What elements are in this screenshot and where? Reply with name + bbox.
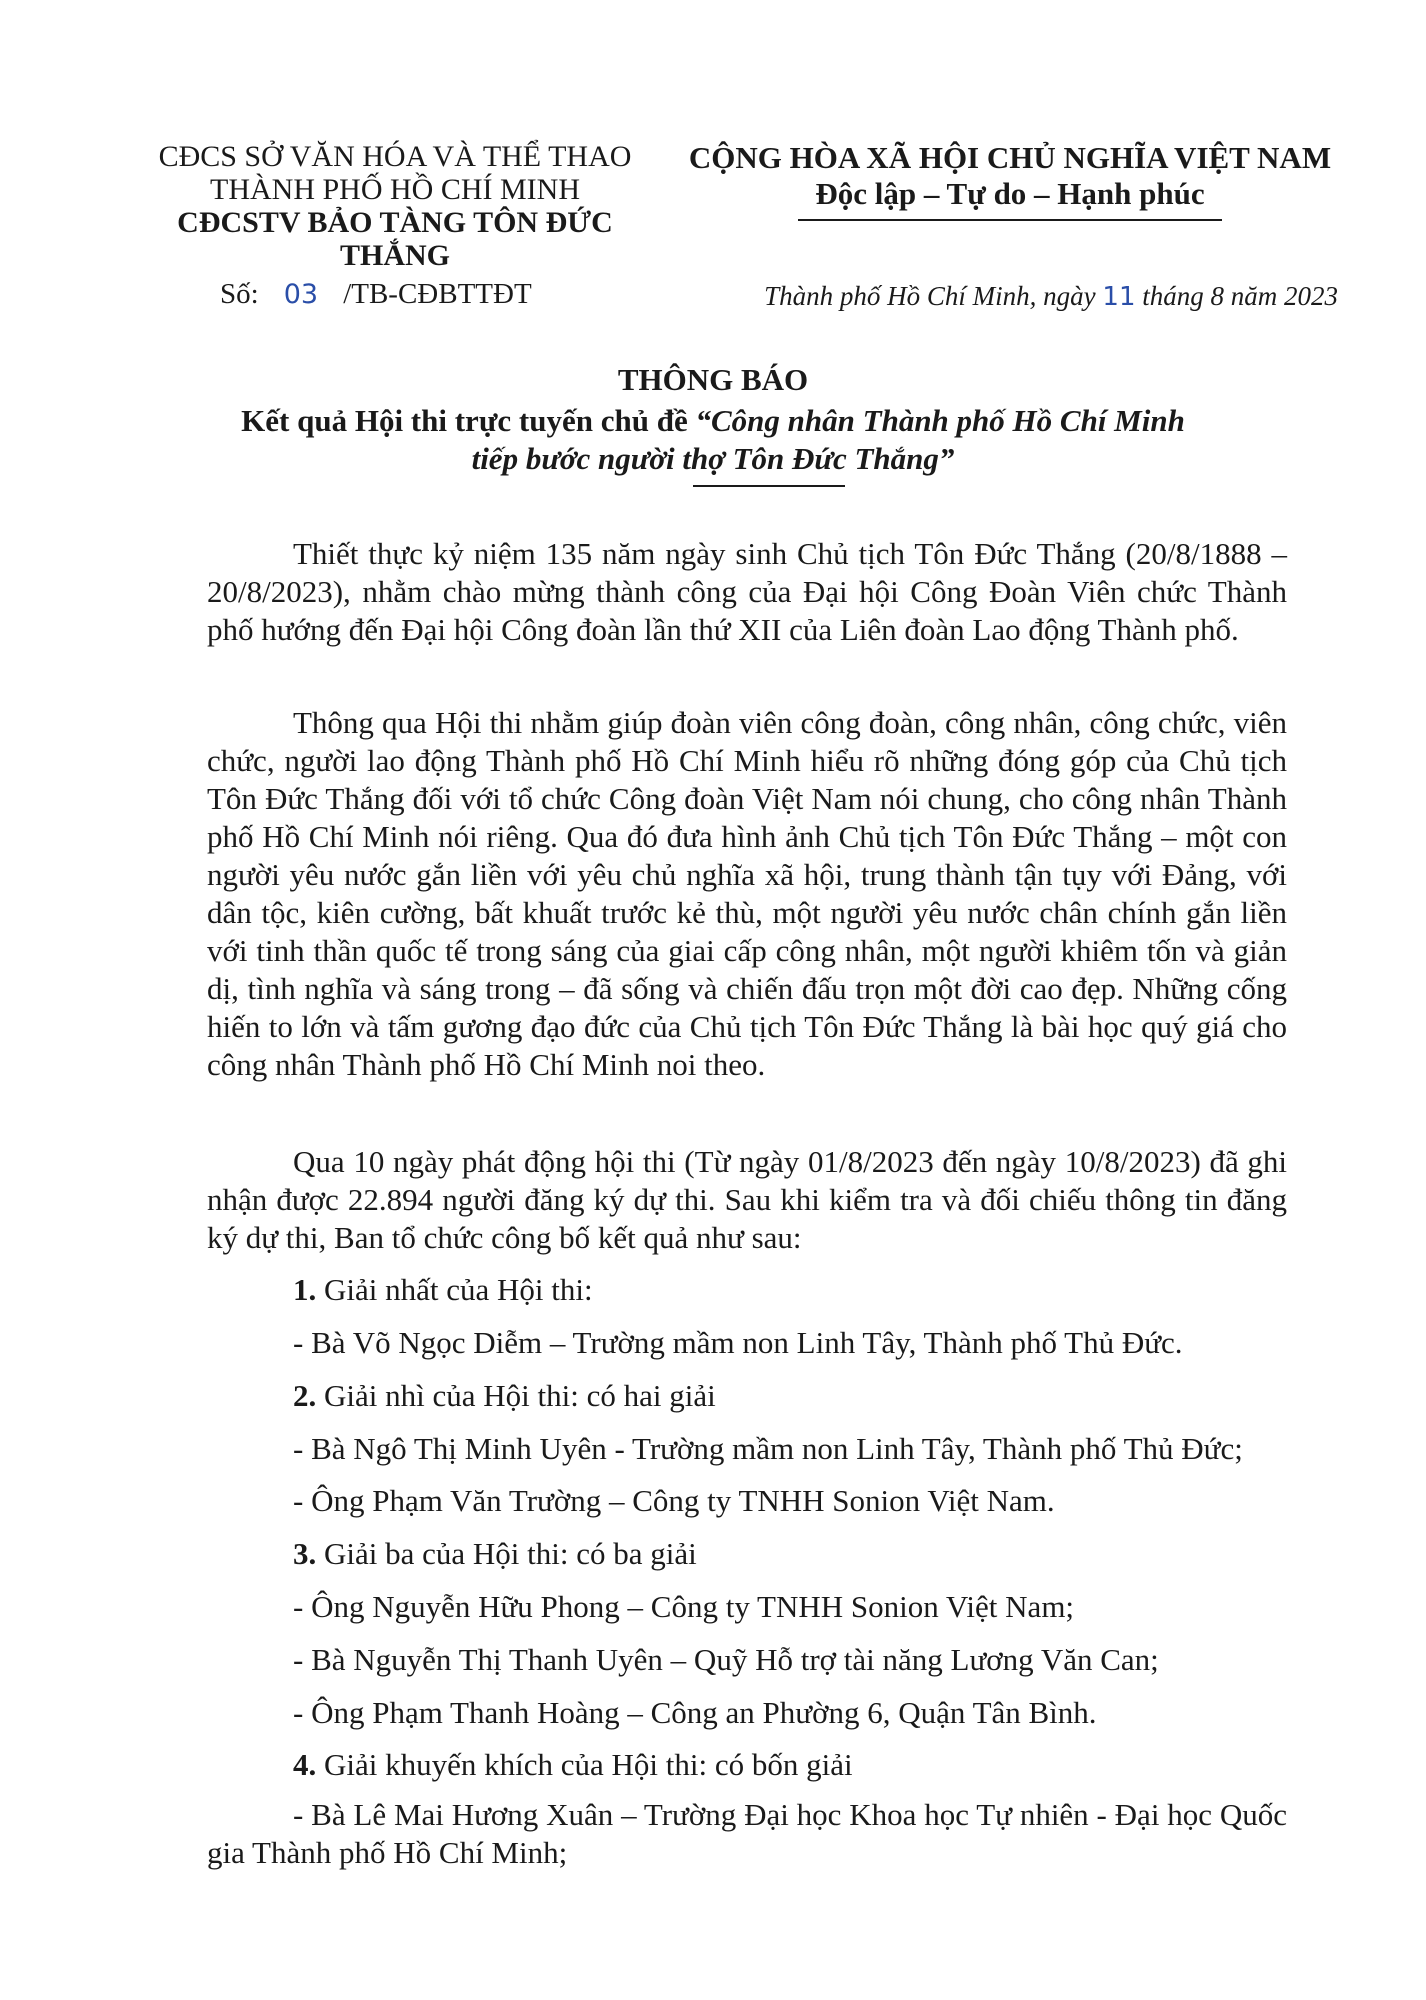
document-number bbox=[220, 278, 532, 311]
date-suffix: tháng 8 năm 2023 bbox=[1142, 281, 1338, 311]
paragraph-text: Qua 10 ngày phát động hội thi (Từ ngày 01/8/2023 đến ngày 10/8/2023) đã ghi nhận được 22.894 người đăng ký dự thi. Sau khi kiểm tra và đối chiếu thông tin đăng ký dự thi, Ban tổ chức công bố kết quả như sau: bbox=[207, 1144, 1287, 1255]
prize-3-heading bbox=[293, 1535, 697, 1573]
prize-1-winner: - Bà Võ Ngọc Diễm – Trường mầm non Linh Tây, Thành phố Thủ Đức. bbox=[293, 1325, 1183, 1360]
prize-3-winner-b: - Bà Nguyễn Thị Thanh Uyên – Quỹ Hỗ trợ tài năng Lương Văn Can; bbox=[293, 1642, 1159, 1677]
country-name: CỘNG HÒA XÃ HỘI CHỦ NGHĨA VIỆT NAM bbox=[688, 140, 1332, 175]
prize-label: Giải khuyến khích của Hội thi: có bốn giải bbox=[316, 1747, 853, 1782]
subtitle-underline bbox=[693, 485, 845, 487]
prize-1-heading bbox=[293, 1271, 593, 1309]
subtitle-plain: Kết quả Hội thi trực tuyến chủ đề bbox=[241, 403, 696, 438]
prize-3-winner-a: - Ông Nguyễn Hữu Phong – Công ty TNHH Sonion Việt Nam; bbox=[293, 1589, 1075, 1624]
prize-number: 2. bbox=[293, 1378, 317, 1413]
date-prefix: Thành phố Hồ Chí Minh, ngày bbox=[764, 281, 1096, 311]
national-motto: Độc lập – Tự do – Hạnh phúc bbox=[815, 176, 1205, 211]
issuer-line-1: CĐCS SỞ VĂN HÓA VÀ THỂ THAO bbox=[158, 140, 632, 173]
doc-number-prefix: Số: bbox=[220, 278, 259, 310]
paragraph-1 bbox=[207, 535, 1287, 649]
paragraph-text: Thiết thực kỷ niệm 135 năm ngày sinh Chủ tịch Tôn Đức Thắng (20/8/1888 – 20/8/2023), nhằm chào mừng thành công của Đại hội Công Đoàn Viên chức Thành phố hướng đến Đại hội Công đoàn lần thứ XII của Liên đoàn Lao động Thành phố. bbox=[207, 536, 1287, 647]
document-date bbox=[764, 281, 1338, 312]
document-title: THÔNG BÁO bbox=[617, 362, 809, 397]
subtitle-italic-1: “Công nhân Thành phố Hồ Chí Minh bbox=[695, 403, 1185, 438]
prize-2-heading bbox=[293, 1377, 716, 1415]
doc-number-handwritten: 03 bbox=[283, 279, 319, 310]
prize-3-winner-c: - Ông Phạm Thanh Hoàng – Công an Phường 6, Quận Tân Bình. bbox=[293, 1695, 1097, 1730]
issuer-line-2: THÀNH PHỐ HỒ CHÍ MINH bbox=[210, 173, 580, 206]
national-heading bbox=[680, 140, 1340, 212]
prize-number: 4. bbox=[293, 1747, 317, 1782]
prize-number: 3. bbox=[293, 1536, 317, 1571]
prize-number: 1. bbox=[293, 1272, 317, 1307]
issuer-block bbox=[130, 140, 660, 272]
paragraph-text: Thông qua Hội thi nhằm giúp đoàn viên công đoàn, công nhân, công chức, viên chức, người lao động Thành phố Hồ Chí Minh hiểu rõ những đóng góp của Chủ tịch Tôn Đức Thắng đối với tổ chức Công đoàn Việt Nam nói chung, cho công nhân Thành phố Hồ Chí Minh nói riêng. Qua đó đưa hình ảnh Chủ tịch Tôn Đức Thắng – một con người yêu nước gắn liền với yêu chủ nghĩa xã hội, trung thành tận tụy với Đảng, với dân tộc, kiên cường, bất khuất trước kẻ thù, một người yêu nước chân chính gắn liền với tinh thần quốc tế trong sáng của giai cấp công nhân, một người khiêm tốn và giản dị, tình nghĩa và sáng trong – đã sống và chiến đấu trọn một đời cao đẹp. Những cống hiến to lớn và tấm gương đạo đức của Chủ tịch Tôn Đức Thắng là bài học quý giá cho công nhân Thành phố Hồ Chí Minh noi theo. bbox=[207, 705, 1287, 1082]
paragraph-3 bbox=[207, 1143, 1287, 1257]
doc-number-suffix: /TB-CĐBTTĐT bbox=[343, 278, 532, 310]
paragraph-2 bbox=[207, 704, 1287, 1084]
document-subtitle bbox=[100, 402, 1326, 478]
prize-label: Giải nhì của Hội thi: có hai giải bbox=[316, 1378, 716, 1413]
motto-underline bbox=[798, 219, 1222, 221]
prize-label: Giải ba của Hội thi: có ba giải bbox=[316, 1536, 697, 1571]
prize-4-heading bbox=[293, 1746, 853, 1784]
prize-label: Giải nhất của Hội thi: bbox=[316, 1272, 593, 1307]
prize-2-winner-b: - Ông Phạm Văn Trường – Công ty TNHH Sonion Việt Nam. bbox=[293, 1483, 1055, 1518]
issuer-line-3: CĐCSTV BẢO TÀNG TÔN ĐỨC THẮNG bbox=[177, 206, 613, 272]
date-day-handwritten: 11 bbox=[1102, 282, 1136, 312]
prize-2-winner-a: - Bà Ngô Thị Minh Uyên - Trường mầm non Linh Tây, Thành phố Thủ Đức; bbox=[293, 1431, 1243, 1466]
prize-4-winner-a bbox=[207, 1796, 1287, 1872]
subtitle-italic-2: tiếp bước người thợ Tôn Đức Thắng” bbox=[471, 441, 955, 476]
winner-text: - Bà Lê Mai Hương Xuân – Trường Đại học Khoa học Tự nhiên - Đại học Quốc gia Thành phố Hồ Chí Minh; bbox=[207, 1797, 1287, 1870]
